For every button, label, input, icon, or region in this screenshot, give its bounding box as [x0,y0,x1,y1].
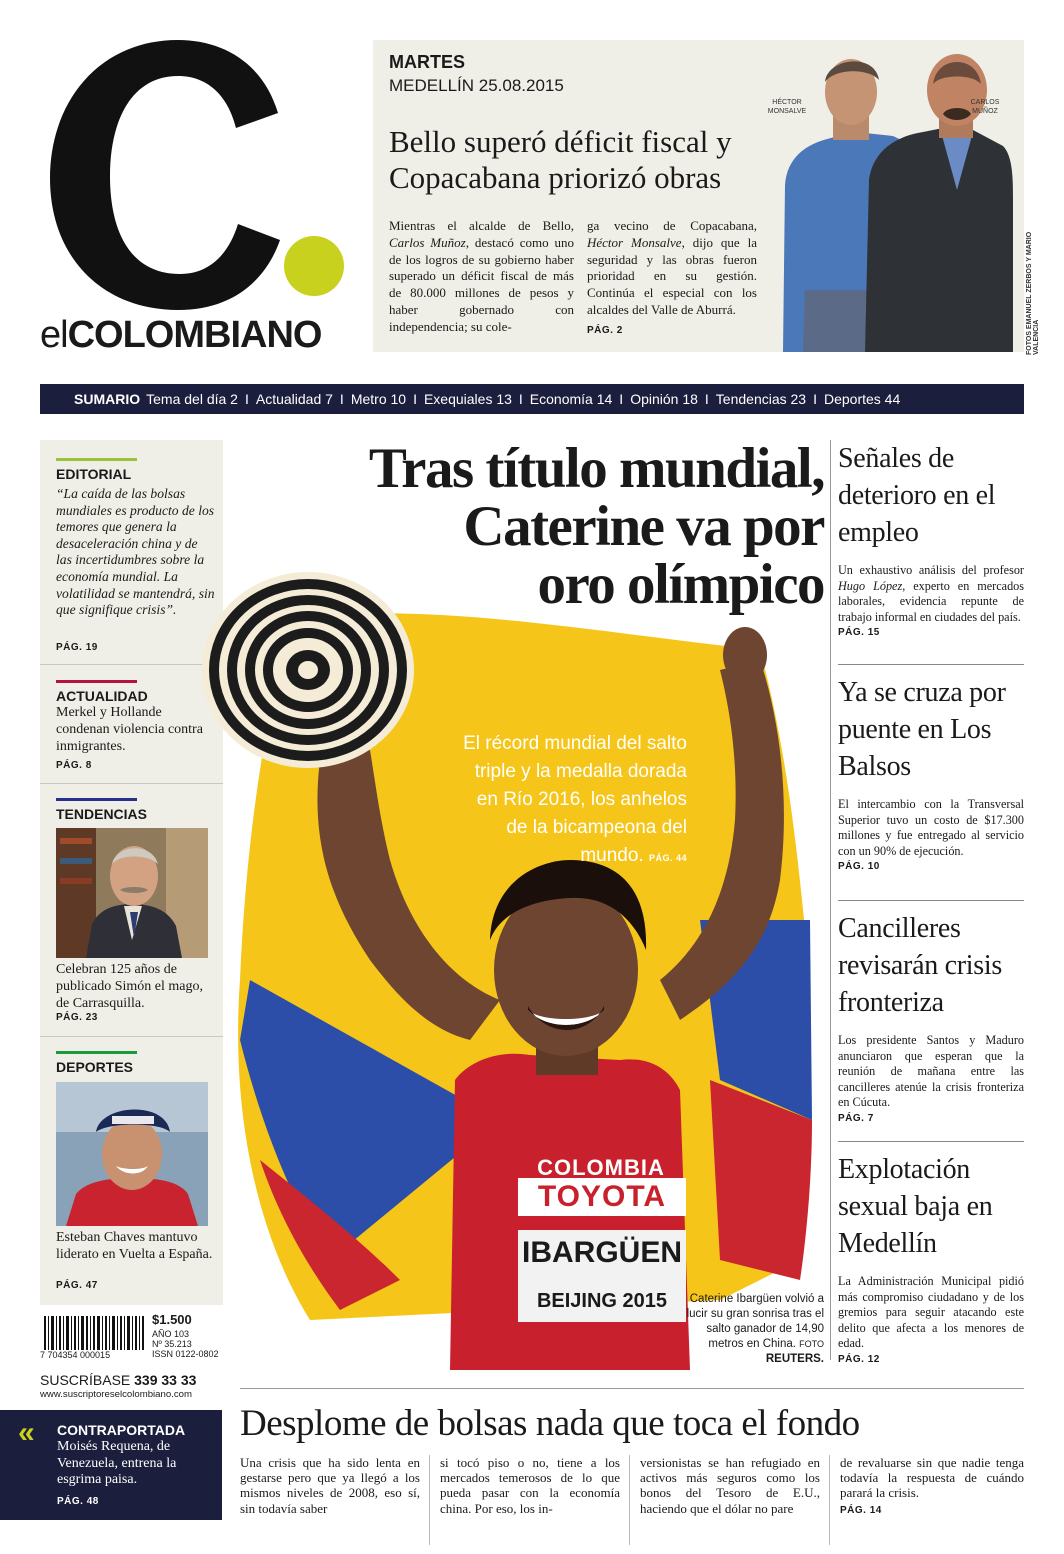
divider [40,664,223,665]
brief-headline[interactable]: Señales de deterioro en el empleo [838,443,996,548]
contraportada-box[interactable] [0,1410,222,1520]
person-name: Hugo López [838,578,903,593]
lead-headline-line: Tras título mundial, [368,437,824,500]
deportes-page[interactable]: PÁG. 47 [56,1280,98,1291]
editorial-page[interactable]: PÁG. 19 [56,642,98,653]
actualidad-bar [56,680,137,683]
text-run: ga vecino de Copacabana, [587,218,757,233]
logo-letter-c [50,40,280,310]
actualidad-text[interactable]: Merkel y Hollande condenan violencia contra inmigrantes. [56,705,203,754]
sombrero-vueltiao [202,572,414,768]
bottom-column-3: versionistas se han refugiado en activos más seguros como los bonos del Tesoro de E.U., haciendo que el dólar no pare [640,1455,820,1516]
issn: ISSN 0122-0802 [152,1349,219,1359]
bottom-column-2: si tocó piso o no, tiene a los mercados temerosos de lo que pueda pasar con la economía china. Por eso, los in- [440,1455,620,1516]
masthead-prefix: el [40,314,68,356]
brief-headline[interactable]: Cancilleres revisarán crisis fronteriza [838,913,1002,1018]
caption-credit: REUTERS. [765,1353,824,1365]
text-run: , destacó como uno de los logros de su gobierno haber superado un déficit fiscal de más de 80.000 millones de pesos y haber gobernado con independencia; su cole- [389,234,574,334]
divider [838,664,1024,665]
contraportada-text: Moisés Requena, de Venezuela, entrena la esgrima paisa. [57,1439,177,1488]
issue-dateline: MEDELLÍN 25.08.2015 [389,76,564,95]
tendencias-page[interactable]: PÁG. 23 [56,1012,98,1023]
editorial-bar [56,458,137,461]
lead-photo-caption [676,1292,824,1367]
sumario-bar [40,384,1024,414]
divider [838,900,1024,901]
brief-headline[interactable]: Explotación sexual baja en Medellín [838,1154,993,1259]
esteban-chaves-photo [56,1082,208,1226]
deportes-title[interactable]: DEPORTES [56,1059,134,1075]
lead-headline-line: oro olímpico [537,553,824,616]
subscribe-website[interactable]: www.suscriptoreselcolombiano.com [40,1389,192,1400]
person-name: Carlos Muñoz [389,234,466,250]
sumario-label: SUMARIO [74,391,141,407]
column-rule [830,440,831,1360]
issue-year: AÑO 103 [152,1329,190,1339]
jersey-sponsor: TOYOTA [537,1180,667,1213]
tendencias-title[interactable]: TENDENCIAS [56,806,148,822]
top-story-headline[interactable]: Bello superó déficit fiscal y Copacabana priorizó obras [389,124,732,195]
brief-page[interactable]: PÁG. 7 [838,1112,874,1124]
sumario-item[interactable]: Actualidad 7 [255,391,333,407]
bottom-column-text: de revaluarse sin que nadie tenga todavía la respuesta de cuándo parará la crisis. [840,1455,1024,1501]
chevron-left-icon: « [18,1416,35,1449]
left-sidebar [40,440,223,1305]
sumario-item[interactable]: Opinión 18 [630,391,698,407]
separator: I [619,391,624,407]
tendencias-text[interactable]: Celebran 125 años de publicado Simón el mago, de Carrasquilla. [56,962,203,1011]
subscribe-phone: 339 33 33 [134,1372,197,1388]
brief-headline[interactable]: Ya se cruza por puente en Los Balsos [838,677,1006,782]
sumario-item[interactable]: Deportes 44 [823,391,901,407]
price-block [40,1312,225,1402]
separator: I [413,391,417,407]
brief-text: La Administración Municipal pidió más compromiso ciudadano y de los gremios para seguir atacando este delito que afecta a los menores de edad. [838,1274,1024,1351]
separator: I [244,391,249,407]
bib-name: IBARGÜEN [521,1236,682,1269]
caption-credit-label: FOTO [799,1339,824,1349]
deportes-bar [56,1051,137,1054]
bottom-column-1: Una crisis que ha sido lenta en gestarse pero que ya llegó a los mismos niveles de 2008, eso sí, sin todavía saber [240,1455,420,1516]
logo-dot [284,236,344,296]
brief-exploitation[interactable] [838,1151,1024,1365]
lead-headline-line: Caterine va por [463,495,824,558]
divider [838,1141,1024,1142]
bib-city: BEIJING 2015 [536,1290,668,1312]
divider [40,1036,223,1037]
separator: I [704,391,709,407]
bottom-column-4 [840,1455,1024,1518]
jersey-country: COLOMBIA [537,1155,665,1180]
editorial-text: “La caída de las bolsas mundiales es producto de los temores que genera la desaceleración china y de las incertidumbres sobre la economía mundial. La volatilidad se mantendrá, sin que signifique crisis”. [56,486,215,618]
actualidad-page[interactable]: PÁG. 8 [56,760,92,771]
mayors-photo [773,40,1013,352]
sumario-item[interactable]: Economía 14 [529,391,613,407]
bottom-page[interactable]: PÁG. 14 [840,1504,882,1516]
actualidad-title[interactable]: ACTUALIDAD [56,688,148,704]
top-story-page[interactable]: PÁG. 2 [587,324,623,336]
masthead-name-bold: COLOMBIANO [67,314,322,356]
sumario-item[interactable]: Metro 10 [350,391,407,407]
brief-page[interactable]: PÁG. 12 [838,1353,880,1365]
brief-text [838,563,1024,625]
contraportada-page: PÁG. 48 [57,1496,99,1507]
top-photo-credit: FOTOS EMANUEL ZERBOS Y MARIO VALENCIA [1026,231,1040,355]
subscribe-line[interactable] [40,1372,196,1388]
text-run: , experto en mercados laborales, evidencia repunte de trabajo informal en ciudades del país. [838,578,1024,624]
top-story-column-1 [389,218,574,336]
brief-border-crisis[interactable] [838,910,1024,1124]
deportes-text[interactable]: Esteban Chaves mantuvo liderato en Vuelta a España. [56,1230,213,1262]
issue-day: MARTES [389,52,465,72]
top-story-box[interactable] [373,40,1024,352]
sumario-item[interactable]: Tendencias 23 [715,391,807,407]
masthead-logo [28,18,358,318]
brief-text: Los presidente Santos y Maduro anunciaron que esperan que la reunión de mañana entre las cancilleres atenúe la crisis fronteriza en Cúcuta. [838,1033,1024,1110]
separator: I [813,391,817,407]
bottom-headline[interactable]: Desplome de bolsas nada que toca el fondo [240,1403,860,1444]
text-run: , dijo que la seguridad y las obras fueron prioridad en su gestión. Continúa el especial con los alcaldes del Valle de Aburrá. [587,234,757,317]
brief-employment[interactable] [838,440,1024,638]
contraportada-title: CONTRAPORTADA [57,1422,186,1438]
brief-text: El intercambio con la Transversal Superior tuvo un costo de $17.300 millones y fue entregado al servicio con un 90% de ejecución. [838,797,1024,858]
column-rule [829,1455,830,1545]
subscribe-label: SUSCRÍBASE [40,1372,131,1388]
brief-bridge[interactable] [838,674,1024,872]
column-rule [429,1455,430,1545]
lead-summary [455,730,687,872]
text-run: Un exhaustivo análisis del profesor [838,563,1024,577]
lead-page[interactable]: PÁG. 44 [648,853,687,863]
divider [40,783,223,784]
person-label-2: CARLOS MUÑOZ [970,99,1000,115]
text-run: Mientras el alcalde de Bello, [389,218,574,233]
person-label-1: HÉCTOR MONSALVE [767,99,807,115]
issue-price: $1.500 [152,1312,192,1327]
caption-text: Caterine Ibargüen volvió a lucir su gran sonrisa tras el salto ganador de 14,90 metros en China. [686,1293,824,1350]
sumario-item[interactable]: Exequiales 13 [423,391,512,407]
brief-page[interactable]: PÁG. 15 [838,627,880,639]
editorial-title[interactable]: EDITORIAL [56,466,132,482]
column-rule [629,1455,630,1545]
carrasquilla-portrait [56,828,208,958]
barcode-digits: 7 704354 000015 [40,1350,150,1360]
issue-number: Nº 35.213 [152,1339,192,1349]
person-name: Héctor Monsalve [587,234,682,250]
separator: I [339,391,344,407]
tendencias-bar [56,798,137,801]
separator: I [518,391,523,407]
lead-summary-text: El récord mundial del salto triple y la medalla dorada en Río 2016, los anhelos de la bicampeona del mundo. [463,733,687,866]
top-story-column-2 [587,218,757,340]
caterine-ibarguen-photo [200,560,825,1370]
sumario-item[interactable]: Tema del día 2 [146,391,238,407]
masthead-title[interactable] [40,314,321,357]
divider [240,1388,1024,1389]
brief-page[interactable]: PÁG. 10 [838,861,880,873]
